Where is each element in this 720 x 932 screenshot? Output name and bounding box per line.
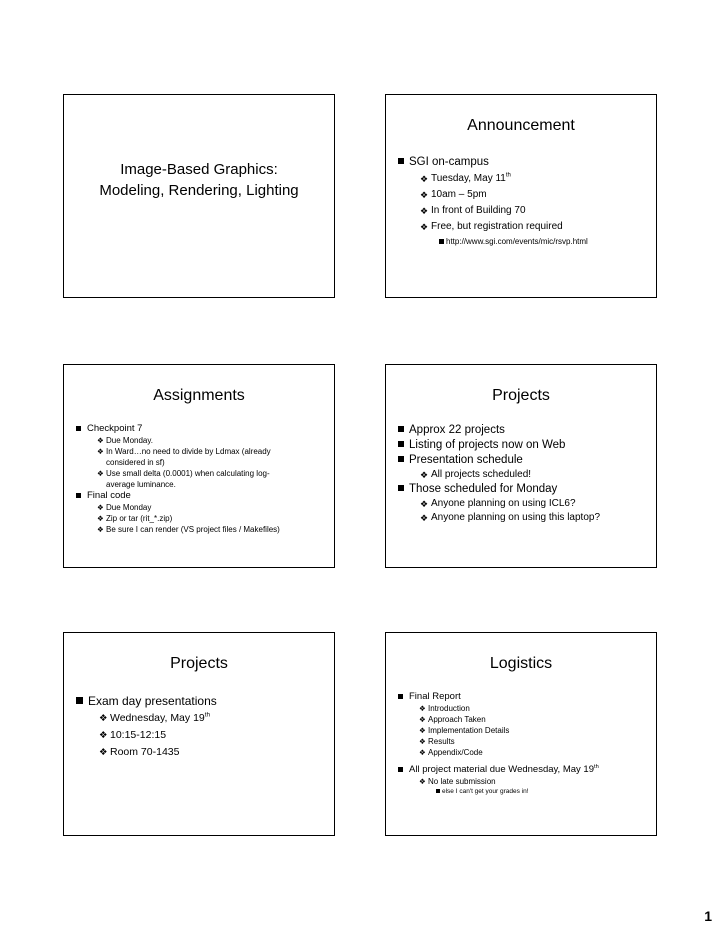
square-bullet-icon xyxy=(398,694,403,699)
sub-bullet-item: ❖ Zip or tar (rit_*.zip) xyxy=(97,514,173,523)
diamond-bullet-icon: ❖ xyxy=(419,748,426,757)
sub-bullet-item: ❖ Anyone planning on using this laptop? xyxy=(420,512,601,523)
square-bullet-icon xyxy=(76,493,81,498)
slide-heading: Projects xyxy=(492,387,550,404)
sub-bullet-item: ❖ Wednesday, May 19th xyxy=(99,711,211,724)
sub-bullet-item: ❖ No late submission xyxy=(419,777,496,786)
slide-assignments xyxy=(63,364,335,568)
bullet-item: SGI on-campus xyxy=(398,155,648,170)
diamond-bullet-icon: ❖ xyxy=(97,436,104,445)
slide-heading: Logistics xyxy=(489,655,553,672)
square-bullet-icon xyxy=(436,789,440,793)
square-bullet-icon xyxy=(398,456,404,462)
diamond-bullet-icon: ❖ xyxy=(99,747,108,758)
diamond-bullet-icon: ❖ xyxy=(420,174,429,184)
sub-bullet-item: ❖ In Ward…no need to divide by Ldmax (already considered in sf) xyxy=(97,447,271,467)
square-bullet-icon xyxy=(398,767,403,772)
slide-announcement xyxy=(385,94,657,298)
slide-logistics xyxy=(385,632,657,836)
bullet-item: Listing of projects now on Web xyxy=(398,438,648,453)
diamond-bullet-icon: ❖ xyxy=(99,730,108,741)
sub-bullet-item: ❖ Implementation Details xyxy=(419,726,510,735)
square-bullet-icon xyxy=(76,426,81,431)
diamond-bullet-icon: ❖ xyxy=(97,514,104,523)
square-bullet-icon xyxy=(439,239,444,244)
sub-sub-bullet-item: else I can't get your grades in! xyxy=(398,787,648,797)
sub-bullet-item: ❖ Results xyxy=(419,737,455,746)
title-slide-text xyxy=(64,159,334,201)
sub-bullet-item: ❖ Due Monday. xyxy=(97,436,153,445)
diamond-bullet-icon: ❖ xyxy=(420,222,429,232)
bullet-item: Approx 22 projects xyxy=(398,423,648,438)
diamond-bullet-icon: ❖ xyxy=(97,469,104,478)
sub-bullet-item: ❖ Due Monday xyxy=(97,503,152,512)
bullet-item: Presentation schedule xyxy=(398,453,648,468)
rsvp-link[interactable]: http://www.sgi.com/events/mic/rsvp.html xyxy=(446,237,588,246)
title-line-1: Image-Based Graphics: xyxy=(120,161,278,178)
square-bullet-icon xyxy=(398,441,404,447)
square-bullet-icon xyxy=(76,697,83,704)
diamond-bullet-icon: ❖ xyxy=(420,499,429,509)
slide-heading: Projects xyxy=(170,655,228,672)
sub-bullet-item: ❖ Tuesday, May 11th xyxy=(420,172,511,184)
diamond-bullet-icon: ❖ xyxy=(419,704,426,713)
square-bullet-icon xyxy=(398,158,404,164)
sub-bullet-item: ❖ 10:15-12:15 xyxy=(99,729,167,741)
link-item xyxy=(398,236,648,248)
sub-bullet-item: ❖ Approach Taken xyxy=(419,715,486,724)
diamond-bullet-icon: ❖ xyxy=(419,737,426,746)
diamond-bullet-icon: ❖ xyxy=(419,715,426,724)
diamond-bullet-icon: ❖ xyxy=(420,470,429,480)
diamond-bullet-icon: ❖ xyxy=(97,503,104,512)
square-bullet-icon xyxy=(398,485,404,491)
title-line-2: Modeling, Rendering, Lighting xyxy=(99,182,299,199)
sub-bullet-item: ❖ In front of Building 70 xyxy=(420,205,526,216)
sub-bullet-item: ❖ 10am – 5pm xyxy=(420,189,487,200)
bullet-item: Checkpoint 7 xyxy=(76,423,326,435)
diamond-bullet-icon: ❖ xyxy=(419,777,426,786)
diamond-bullet-icon: ❖ xyxy=(97,525,104,534)
bullet-item: All project material due Wednesday, May 19th xyxy=(398,764,648,776)
sub-bullet-item: ❖ Anyone planning on using ICL6? xyxy=(420,498,576,509)
bullet-item: Final code xyxy=(76,490,326,502)
slide-title xyxy=(63,94,335,298)
slide-heading: Assignments xyxy=(153,387,245,404)
slide-heading: Announcement xyxy=(467,117,575,134)
sub-bullet-item: ❖ Room 70-1435 xyxy=(99,746,180,758)
sub-bullet-item: ❖ Free, but registration required xyxy=(420,221,563,232)
bullet-item: Exam day presentations xyxy=(76,693,326,709)
bullet-item: Those scheduled for Monday xyxy=(398,482,648,497)
bullet-item: Final Report xyxy=(398,691,648,703)
diamond-bullet-icon: ❖ xyxy=(99,713,108,724)
square-bullet-icon xyxy=(398,426,404,432)
diamond-bullet-icon: ❖ xyxy=(419,726,426,735)
sub-bullet-item: ❖ All projects scheduled! xyxy=(420,469,532,480)
sub-bullet-item: ❖ Appendix/Code xyxy=(419,748,483,757)
diamond-bullet-icon: ❖ xyxy=(97,447,104,456)
sub-bullet-item: ❖ Use small delta (0.0001) when calculating log-average luminance. xyxy=(97,469,270,489)
slide-projects-exam xyxy=(63,632,335,836)
slide-projects xyxy=(385,364,657,568)
sub-bullet-item: ❖ Be sure I can render (VS project files / Makefiles) xyxy=(97,525,280,534)
sub-bullet-item: ❖ Introduction xyxy=(419,704,470,713)
page-number: 1 xyxy=(704,908,712,924)
diamond-bullet-icon: ❖ xyxy=(420,190,429,200)
diamond-bullet-icon: ❖ xyxy=(420,206,429,216)
diamond-bullet-icon: ❖ xyxy=(420,513,429,523)
